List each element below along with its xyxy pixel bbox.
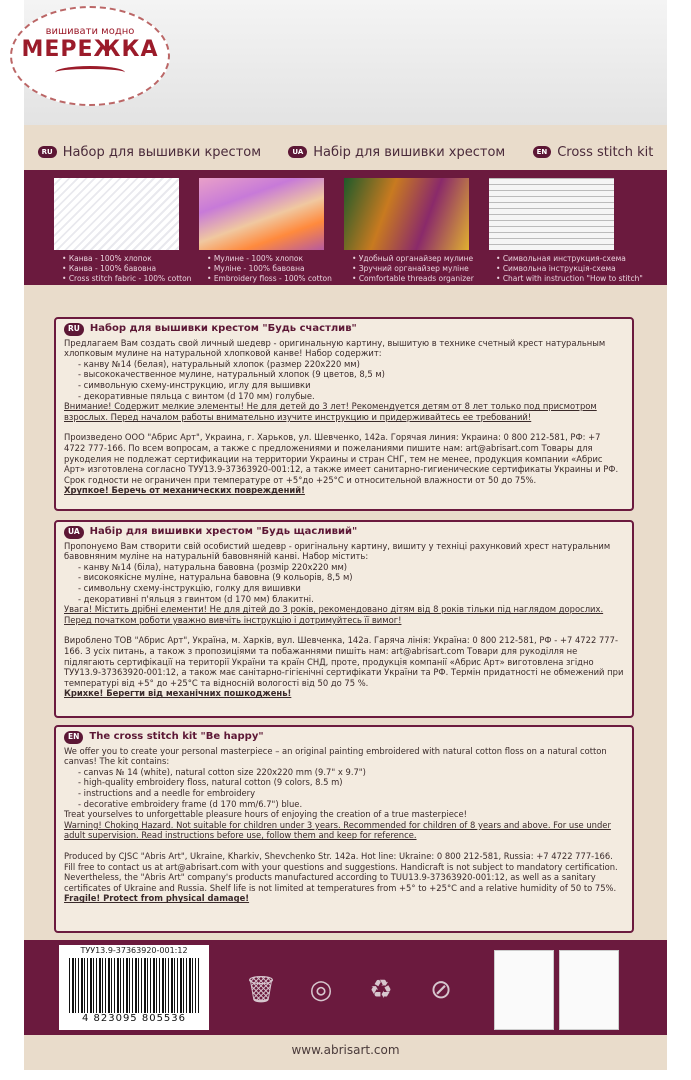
ua-item: - символьну схему-інструкцію, голку для вишивки xyxy=(78,582,301,593)
canvas-photo xyxy=(54,178,179,250)
tu-code: ТУУ13.9-37363920-001:12 xyxy=(80,946,188,955)
en-warning: Warning! Choking Hazard. Not suitable for children under 3 years. Recommended for children of 8 years and above. For use under adult supervision. Read instructions before use, follow them and keep for reference. xyxy=(64,819,611,841)
kit-back-card xyxy=(24,125,667,1070)
ru-intro: Предлагаем Вам создать свой личный шедевр - оригинальную картину, вышитую в технике счетный крест натуральным хлопковым мулине на натуральной хлопковой канве! Набор содержит: xyxy=(64,337,606,359)
chart-photo xyxy=(489,178,614,250)
lang-en-label: Cross stitch kit xyxy=(557,144,654,160)
ru-warning: Внимание! Содержит мелкие элементы! Не для детей до 3 лет! Рекомендуется детям от 8 лет только под присмотром взрослых. Перед началом работы внимательно изучите инструкцию и придерживайтесь ее требований! xyxy=(64,401,597,422)
barcode-bars xyxy=(69,958,199,1013)
website-url: www.abrisart.com xyxy=(291,1043,400,1057)
lang-en xyxy=(533,145,654,160)
en-intro: We offer you to create your personal masterpiece – an original painting embroidered with natural cotton floss on a natural cotton canvas! The kit contains: xyxy=(64,745,607,767)
badge-ru: RU xyxy=(38,146,57,158)
ru-fragile: Хрупкое! Беречь от механических повреждений! xyxy=(64,485,305,496)
floss-photo xyxy=(199,178,324,250)
en-title: The cross stitch kit "Be happy" xyxy=(89,731,264,742)
ru-producer: Произведено ООО "Абрис Арт", Украина, г. Харьков, ул. Шевченко, 142а. Горячая линия: Украина: 0 800 212-581, РФ: +7 4722 777-166. По всем вопросам, а также с предложениями и пожеланиями пишите нам: art@abrisart.com Товары для рукоделия не подлежат сертификации на территории Украины и стран СНГ, тем не менее, продукция компании «Абрис Арт» изготовлена согласно ТУУ13.9-37363920-001:12, а также имеет санитарно-гигиенические сертификаты Украины и РФ. Срок годности не ограничен при температуре от +5°до +25°С и относительной влажности от 50 до 75%. xyxy=(64,432,619,485)
caption-organizer: • Удобный органайзер мулине • Зручний органайзер мулінe • Comfortable threads organizer xyxy=(352,254,487,284)
age-0-3-icon: ⊘ xyxy=(430,975,452,1005)
barcode-block xyxy=(59,945,209,1030)
ua-heading xyxy=(64,526,624,539)
en-item: - canvas № 14 (white), natural cotton size 220x220 mm (9.7" x 9.7") xyxy=(78,766,366,777)
ua-item: - декоративні п'яльця з гвинтом (d 170 мм) блакитні. xyxy=(78,593,314,604)
lang-ru-label: Набор для вышивки крестом xyxy=(62,144,262,160)
en-item: - high-quality embroidery floss, natural cotton (9 colors, 8.5 m) xyxy=(78,777,343,788)
ru-item: - декоративные пяльца с винтом (d 170 мм) голубые. xyxy=(78,390,315,401)
en-heading xyxy=(64,731,624,744)
lang-ru xyxy=(38,145,261,160)
badge-ua: UA xyxy=(288,146,307,158)
caption-chart: • Символьная инструкция-схема • Символьна інструкція-схема • Chart with instruction "How to stitch" xyxy=(496,254,656,284)
en-section xyxy=(54,725,634,933)
logo-name: МЕРЕЖКА xyxy=(21,37,159,62)
caption-floss: • Мулине - 100% хлопок • Мулінe - 100% бавовна • Embroidery floss - 100% cotton xyxy=(207,254,342,284)
ru-code-badge: RU xyxy=(64,323,84,336)
logo-tagline: вишивати модно xyxy=(45,26,135,37)
en-producer: Produced by CJSC "Abris Art", Ukraine, Kharkiv, Shevchenko Str. 142a. Hot line: Ukraine: 0 800 212-581, Russia: +7 4722 777-166. Fill free to contact us at art@abrisart.com with your questions and suggestions. Handicraft is not subject to mandatory certification. Nevertheless, the "Abris Art" company's products manufactured according to TUU13.9-37363920-001:12, as well as a sanitary certificates of Ukraine and Russia. Shelf life is not limited at temperatures from +5° to +25°C and a relative humidity of 50 to 75%. xyxy=(64,850,618,893)
ua-warning: Увага! Містить дрібні елементи! Не для дітей до 3 років, рекомендовано дітям від 8 років тільки під наглядом дорослих. Перед початком роботи уважно вивчіть інструкцію і дотримуйтесь її вимог! xyxy=(64,604,604,625)
ru-section xyxy=(54,317,634,511)
ua-section xyxy=(54,520,634,718)
features-band xyxy=(24,170,667,285)
ua-code-badge: UA xyxy=(64,526,84,539)
ua-item: - канву №14 (біла), натуральна бавовна (розмір 220х220 мм) xyxy=(78,561,348,572)
ru-item: - символьную схему-инструкцию, иглу для вышивки xyxy=(78,379,311,390)
pc-certification-icon: ◎ xyxy=(309,975,333,1005)
shop-logo xyxy=(10,6,170,106)
thread-skein-icon xyxy=(55,66,125,79)
en-fragile: Fragile! Protect from physical damage! xyxy=(64,893,250,904)
en-treat: Treat yourselves to unforgettable pleasure hours of enjoying the creation of a true masterpiece! xyxy=(64,809,468,820)
ua-fragile: Крихке! Берегти від механічних пошкоджень! xyxy=(64,688,292,699)
ru-heading xyxy=(64,323,624,336)
footer-band xyxy=(24,940,667,1035)
organizer-photo xyxy=(344,178,469,250)
trash-bin-icon: 🗑 xyxy=(244,975,278,1005)
en-code-badge: EN xyxy=(64,731,83,744)
badge-en: EN xyxy=(533,146,552,158)
language-strip xyxy=(24,141,667,163)
caption-canvas: • Канва - 100% хлопок • Канва - 100% бавовна • Cross stitch fabric - 100% cotton xyxy=(62,254,197,284)
lang-ua xyxy=(288,145,505,160)
en-item: - instructions and a needle for embroidery xyxy=(78,787,256,798)
lang-ua-label: Набір для вишивки хрестом xyxy=(313,144,506,160)
en-item: - decorative embroidery frame (d 170 mm/6.7") blue. xyxy=(78,798,303,809)
ru-title: Набор для вышивки крестом "Будь счастлив" xyxy=(89,323,357,334)
ua-title: Набір для вишивки хрестом "Будь щасливий" xyxy=(89,526,358,537)
certificate-ua-thumbnail xyxy=(494,950,554,1030)
ru-item: - канву №14 (белая), натуральный хлопок (размер 220х220 мм) xyxy=(78,358,360,369)
recycle-icon: ♻ xyxy=(369,975,393,1005)
barcode-number: 4 823095 805536 xyxy=(81,1013,187,1024)
ru-item: - высококачественное мулине, натуральный хлопок (9 цветов, 8,5 м) xyxy=(78,369,385,380)
ua-item: - високоякісне муліне, натуральна бавовна (9 кольорів, 8,5 м) xyxy=(78,572,353,583)
ua-producer: Вироблено ТОВ "Абрис Арт", Україна, м. Харків, вул. Шевченка, 142а. Гаряча лінія: Україна: 0 800 212-581, РФ - +7 4722 777-166. З усіх питань, а також з пропозиціями та побажаннями пишіть нам: art@abrisart.com Товари для рукоділля не підлягають сертифікації на території України та країн СНД, проте, продукція компанії «Абрис Арт» виготовлена згідно ТУУ13.9-37363920-001:12, а також має санітарно-гігієнічні сертифікати України та РФ. Термін придатності не обмежений при температурі від +5° до +25°С та відносній вологості від 50 до 75 %. xyxy=(64,635,624,688)
ua-intro: Пропонуємо Вам створити свій особистий шедевр - оригінальну картину, вишиту у техніці рахунковий хрест натуральним бавовняним муліне на натуральній бавовняній канві. Набор містить: xyxy=(64,540,611,562)
certificate-ru-thumbnail xyxy=(559,950,619,1030)
